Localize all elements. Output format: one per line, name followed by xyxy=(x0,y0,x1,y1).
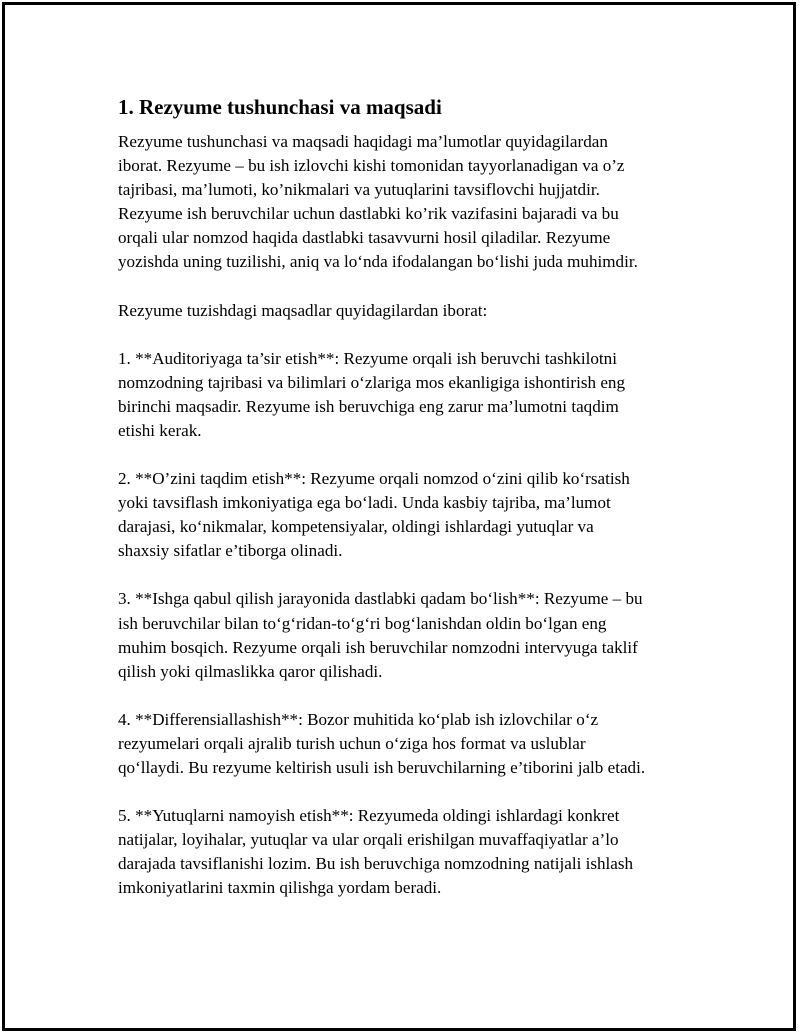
goal-item-2 xyxy=(118,467,698,563)
text-line: imkoniyatlarini taxmin qilishga yordam beradi. xyxy=(118,878,442,898)
goal-item-3 xyxy=(118,587,698,683)
text-line: birinchi maqsadir. Rezyume ish beruvchiga eng zarur ma’lumotni taqdim xyxy=(118,396,619,416)
text-line: Rezyume ish beruvchilar uchun dastlabki ko’rik vazifasini bajaradi va bu xyxy=(118,204,619,224)
text-line: darajada tavsiflanishi lozim. Bu ish beruvchiga nomzodning natijali ishlash xyxy=(118,854,634,874)
text-line: tajribasi, ma’lumoti, ko’nikmalari va yutuqlarini tavsiflovchi hujjatdir. xyxy=(118,180,600,200)
goals-intro-paragraph xyxy=(118,299,698,323)
text-line: Rezyume tushunchasi va maqsadi haqidagi ma’lumotlar quyidagilardan xyxy=(118,132,608,151)
text-line: darajasi, ko‘nikmalar, kompetensiyalar, oldingi ishlardagi yutuqlar va xyxy=(118,517,594,537)
text-line: 4. **Differensiallashish**: Bozor muhitida ko‘plab ish izlovchilar o‘z xyxy=(118,709,599,729)
intro-paragraph xyxy=(118,130,698,275)
text-line: qilish yoki qilmaslikka qaror qilishadi. xyxy=(118,661,383,681)
text-line: muhim bosqich. Rezyume orqali ish beruvchilar nomzodni intervyuga taklif xyxy=(118,637,638,657)
text-line: yozishda uning tuzilishi, aniq va lo‘nda ifodalangan bo‘lishi juda muhimdir. xyxy=(118,252,638,272)
text-line: shaxsiy sifatlar e’tiborga olinadi. xyxy=(118,541,343,561)
text-line: 3. **Ishga qabul qilish jarayonida dastlabki qadam bo‘lish**: Rezyume – bu xyxy=(118,589,643,609)
text-line: rezyumelari orqali ajralib turish uchun o‘ziga hos format va uslublar xyxy=(118,733,586,753)
text-line: 1. **Auditoriyaga ta’sir etish**: Rezyume orqali ish beruvchi tashkilotni xyxy=(118,348,617,368)
goal-item-1 xyxy=(118,347,698,443)
text-line: etishi kerak. xyxy=(118,420,202,440)
text-line: orqali ular nomzod haqida dastlabki tasavvurni hosil qiladilar. Rezyume xyxy=(118,228,611,248)
text-line: iborat. Rezyume – bu ish izlovchi kishi tomonidan tayyorlanadigan va o’z xyxy=(118,156,625,176)
text-line: nomzodning tajribasi va bilimlari o‘zlariga mos ekanligiga ishontirish eng xyxy=(118,372,626,392)
goal-item-4 xyxy=(118,708,698,780)
section-heading: 1. Rezyume tushunchasi va maqsadi xyxy=(118,95,442,119)
text-line: yoki tavsiflash imkoniyatiga ega bo‘ladi. Unda kasbiy tajriba, ma’lumot xyxy=(118,493,611,513)
text-line: ish beruvchilar bilan to‘g‘ridan-to‘g‘ri bog‘lanishdan oldin bo‘lgan eng xyxy=(118,613,607,633)
text-line: Rezyume tuzishdagi maqsadlar quyidagilardan iborat: xyxy=(118,300,488,320)
text-line: natijalar, loyihalar, yutuqlar va ular orqali erishilgan muvaffaqiyatlar a’lo xyxy=(118,830,619,850)
text-line: 5. **Yutuqlarni namoyish etish**: Rezyumeda oldingi ishlardagi konkret xyxy=(118,806,620,826)
text-line: qo‘llaydi. Bu rezyume keltirish usuli ish beruvchilarning e’tiborini jalb etadi. xyxy=(118,757,646,777)
document-body xyxy=(118,93,698,924)
goal-item-5 xyxy=(118,804,698,900)
text-line: 2. **O’zini taqdim etish**: Rezyume orqali nomzod o‘zini qilib ko‘rsatish xyxy=(118,469,630,489)
